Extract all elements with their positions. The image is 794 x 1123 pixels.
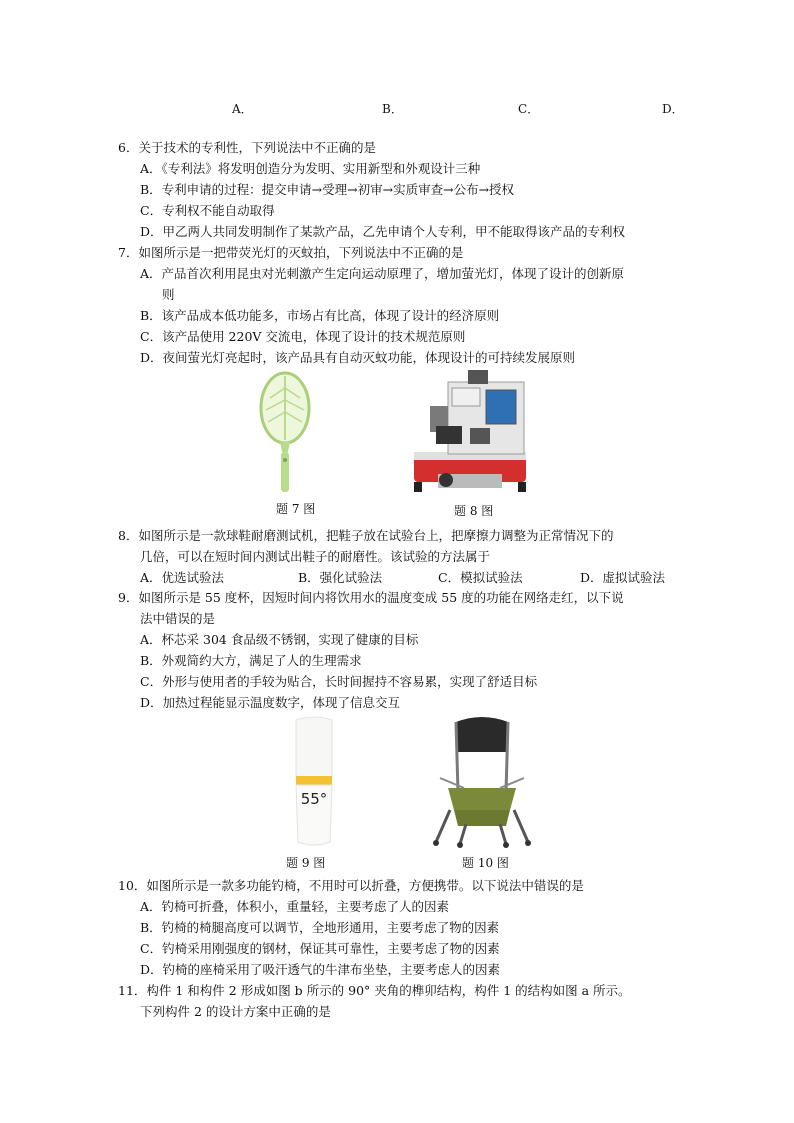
q8-option-c: C．模拟试验法: [438, 570, 523, 585]
q9-stem-line2: 法中错误的是: [140, 611, 216, 626]
q8-stem-line2: 几倍，可以在短时间内测试出鞋子的耐磨性。该试验的方法属于: [140, 549, 491, 564]
q6-option-c: C．专利权不能自动取得: [140, 203, 275, 218]
q10-option-c: C．钓椅采用刚强度的钢材，保证其可靠性，主要考虑了物的因素: [140, 941, 500, 956]
q11-stem-line2: 下列构件 2 的设计方案中正确的是: [140, 1004, 331, 1019]
q9-option-a: A．杯芯采 304 食品级不锈钢，实现了健康的目标: [140, 632, 419, 647]
q7-stem: 7．如图所示是一把带荧光灯的灭蚊拍，下列说法中不正确的是: [118, 245, 464, 260]
q10-option-d: D．钓椅的座椅采用了吸汗透气的牛津布坐垫，主要考虑人的因素: [140, 962, 501, 977]
q8-option-d: D．虚拟试验法: [580, 570, 666, 585]
cup-image: [290, 716, 338, 848]
q7-option-a-cont: 则: [162, 287, 175, 302]
cup-temperature-label: 55°: [300, 790, 328, 808]
q6-stem: 6．关于技术的专利性，下列说法中不正确的是: [118, 140, 376, 155]
fig8-caption: 题 8 图: [454, 504, 494, 518]
mosquito-swatter-image: [250, 370, 320, 498]
q6-option-d: D．甲乙两人共同发明制作了某款产品，乙先申请个人专利，甲不能取得该产品的专利权: [140, 224, 626, 239]
shoe-tester-image: [408, 368, 532, 498]
q8-stem-line1: 8．如图所示是一款球鞋耐磨测试机，把鞋子放在试验台上，把摩擦力调整为正常情况下的: [118, 528, 614, 543]
q9-option-b: B．外观简约大方，满足了人的生理需求: [140, 653, 362, 668]
fig9-caption: 题 9 图: [286, 856, 326, 870]
fig7-caption: 题 7 图: [276, 502, 316, 516]
q7-option-c: C．该产品使用 220V 交流电，体现了设计的技术规范原则: [140, 329, 466, 344]
q7-option-a: A．产品首次利用昆虫对光刺激产生定向运动原理了，增加萤光灯，体现了设计的创新原: [140, 266, 625, 281]
option-c-label: C．: [518, 102, 540, 116]
q10-stem: 10．如图所示是一款多功能钓椅，不用时可以折叠，方便携带。以下说法中错误的是: [118, 878, 584, 893]
option-a-label: A．: [232, 102, 253, 116]
q6-option-b: B．专利申请的过程：提交申请→受理→初审→实质审查→公布→授权: [140, 182, 515, 197]
option-b-label: B．: [382, 102, 403, 116]
q9-stem-line1: 9．如图所示是 55 度杯，因短时间内将饮用水的温度变成 55 度的功能在网络走红，以下说: [118, 590, 624, 605]
q10-option-b: B．钓椅的椅腿高度可以调节，全地形通用，主要考虑了物的因素: [140, 920, 500, 935]
q7-option-b: B．该产品成本低功能多，市场占有比高，体现了设计的经济原则: [140, 308, 500, 323]
q6-option-a: A．《专利法》将发明创造分为发明、实用新型和外观设计三种: [140, 161, 481, 176]
q7-option-d: D．夜间萤光灯亮起时，该产品具有自动灭蚊功能，体现设计的可持续发展原则: [140, 350, 576, 365]
q9-option-c: C．外形与使用者的手较为贴合，长时间握持不容易累，实现了舒适目标: [140, 674, 538, 689]
fig10-caption: 题 10 图: [462, 856, 509, 870]
q9-option-d: D．加热过程能显示温度数字，体现了信息交互: [140, 695, 401, 710]
option-d-label: D．: [662, 102, 684, 116]
q11-stem-line1: 11．构件 1 和构件 2 形成如图 b 所示的 90° 夹角的榫卯结构，构件 1 的结构如图 a 所示。: [118, 983, 631, 998]
q8-option-b: B．强化试验法: [298, 570, 383, 585]
q8-option-a: A．优选试验法: [140, 570, 225, 585]
q10-option-a: A．钓椅可折叠，体积小，重量轻，主要考虑了人的因素: [140, 899, 450, 914]
fishing-chair-image: [426, 714, 538, 850]
